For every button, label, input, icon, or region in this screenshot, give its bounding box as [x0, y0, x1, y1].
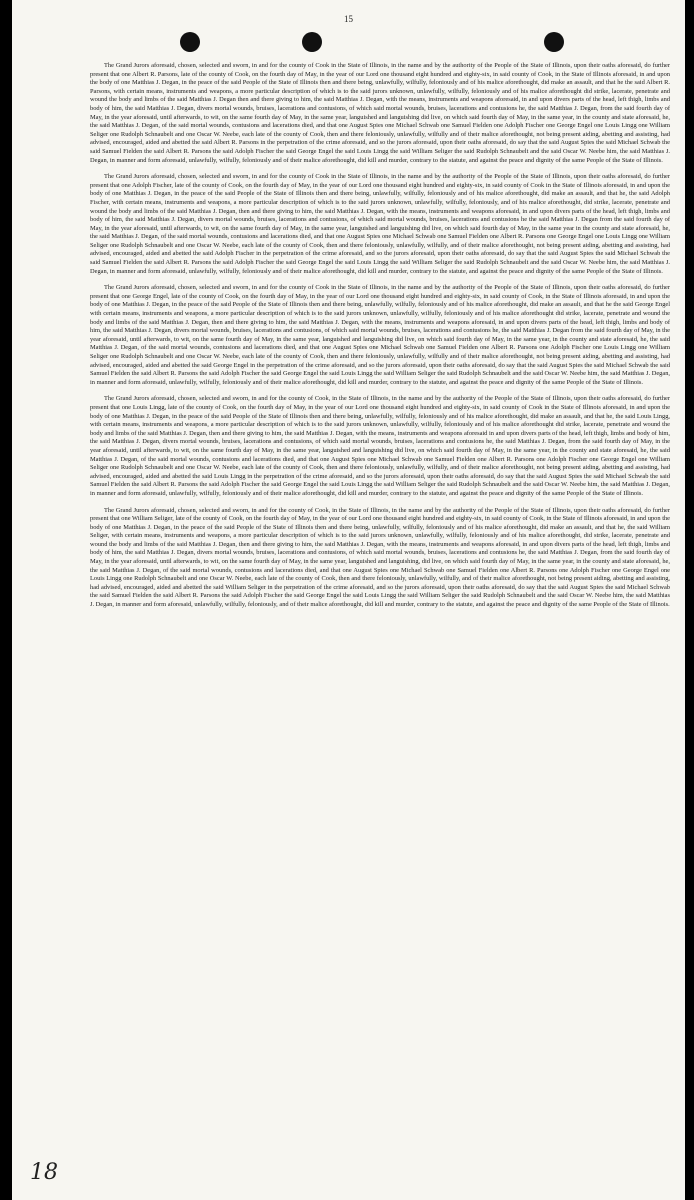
count-paragraph-fischer: The Grand Jurors aforesaid, chosen, selected and sworn, in and for the county of Cook in the State of Illinois, in the name and by the authority of the People of the State of Illinois, upon their oaths aforesaid, do further present that one Adolph Fischer, late of the county of Cook, on the fourth day of May, in the year of our Lord one thousand eight hundred and eighty-six, in said county of Cook in the State of Illinois aforesaid, in and upon the body of one Matthias J. Degan, in the peace of the said People of the State of Illinois then and there being, unlawfully, wilfully, feloniously and of his malice aforethought, did make an assault, and that he, the said Adolph Fischer, with certain means, instruments and weapons, a more particular description of which is to the said jurors unknown, unlawfully, wilfully, feloniously, and of his malice aforethought, did strike, lacerate, penetrate and wound the body and limbs of the said Matthias J. Degan, then and there giving to him, the said Matthias J. Degan, with the means, instruments and weapons aforesaid, in and upon divers parts of the head, left thigh, limbs and body of him, the said Matthias J. Degan, divers mortal wounds, bruises, lacerations and contusions, of which said mortal wounds, bruises, lacerations and contusions he the said Matthias J. Degan from the said fourth day of May, in the year aforesaid, until afterwards, to wit, on the same fourth day of May, in the same year, languished and languishing did live, on which said fourth day of May, in the same year in the county and state aforesaid, he, the said Matthias J. Degan, of the said mortal wounds, contusions and lacerations died, and that one August Spies one Michael Schwab one Samuel Fielden one Albert R. Parsons one George Engel one Louis Lingg one William Seliger one Rudolph Schnaubelt and one Oscar W. Neebe, each late of the county of Cook, then and there feloniously, unlawfully, wilfully, and of their malice aforethought, not being present aiding, abetting and assisting, had advised, encouraged, aided and abetted the said Adolph Fischer in the perpetration of the crime aforesaid, and so the jurors aforesaid, upon their oaths aforesaid, do say that the said August Spies the said Michael Schwab the said Samuel Fielden the said Albert R. Parsons the said Adolph Fischer the said George Engel the said Louis Lingg the said William Seliger the said Rudolph Schnaubelt and the said Oscar W. Neebe him, the said Matthias J. Degan, in manner and form aforesaid, unlawfully, wilfully, feloniously and of their malice aforethought, did kill and murder, contrary to the statute, and against the peace and dignity of the same People of the State of Illinois.: [90, 173, 670, 275]
punch-hole: [544, 32, 564, 52]
handwritten-margin-note: 18: [30, 1160, 58, 1185]
count-paragraph-parsons: The Grand Jurors aforesaid, chosen, selected and sworn, in and for the county of Cook in the State of Illinois, in the name and by the authority of the People of the State of Illinois, upon their oaths aforesaid, do further present that one Albert R. Parsons, late of the county of Cook, on the fourth day of May, in the year of our Lord one thousand eight hundred and eighty-six, in said county of Cook, in the State of Illinois aforesaid, in and upon the body of one Matthias J. Degan, in the peace of the said People of the State of Illinois then and there being, unlawfully, wilfully, feloniously and of his malice aforethought, did make an assault, and that he the said Albert R. Parsons, with certain means, instruments and weapons, a more particular description of which is to the said jurors unknown, unlawfully, wilfully, feloniously and of his malice aforethought did strike, lacerate, penetrate and wound the body and limbs of the said Matthias J. Degan then and there giving to him, the said Matthias J. Degan, with the means, instruments and weapons aforesaid, in and upon divers parts of the head, left thigh, limbs and body of him, the said Matthias J. Degan, divers mortal wounds, bruises, lacerations and contusions, of which said mortal wounds, bruises, lacerations and contusions he, the said Matthias J. Degan, from the said fourth day of May, in the year aforesaid, until afterwards, to wit, on the same fourth day of May, in the same year, languished and languishing did live, on which said fourth day of May, in the same year, in the county and state aforesaid, he, the said Matthias J. Degan, of the said mortal wounds, contusions and lacerations died, and that one August Spies one Michael Schwab one Samuel Fielden one Adolph Fischer one George Engel one Louis Lingg one William Seliger one Rudolph Schnaubelt and one Oscar W. Neebe, each late of the county of Cook, then and there feloniously, unlawfully, wilfully and of their malice aforethought, not being present aiding, abetting and assisting, had advised, encouraged, aided and abetted the said Albert R. Parsons in the perpetration of the crime aforesaid, and so the jurors aforesaid, upon their oaths aforesaid, do say that the said August Spies the said Michael Schwab the said Samuel Fielden the said Albert R. Parsons the said Adolph Fischer the said George Engel the said Louis Lingg the said William Seliger the said Rudolph Schnaubelt and the said Oscar W. Neebe him, the said Matthias J. Degan, in manner and form aforesaid, unlawfully, wilfully, feloniously and of their malice aforethought, did kill and murder, contrary to the statute, and against the peace and dignity of the same People of the State of Illinois.: [90, 62, 670, 164]
punch-hole: [302, 32, 322, 52]
document-page: [12, 0, 685, 1200]
page-number: 15: [344, 14, 353, 24]
count-paragraph-seliger: The Grand Jurors aforesaid, chosen, selected and sworn, in and for the county of Cook, in the State of Illinois, in the name and by the authority of the People of the State of Illinois, upon their oaths aforesaid, do further present that one William Seliger, late of the county of Cook, on the fourth day of May, in the year of our Lord one thousand eight hundred and eighty-six, in said county of Cook, in the State of Illinois aforesaid, in and upon the body of one Matthias J. Degan, in the peace of the said People of the State of Illinois then and there being, unlawfully, wilfully, feloniously and of his malice aforethought, did make an assault, and that he, the said William Seliger, with certain means, instruments and weapons, a more particular description of which is to the said jurors unknown, unlawfully, wilfully, feloniously and of his malice aforethought, did strike, lacerate, penetrate and wound the body and limbs of the said Matthias J. Degan, then and there giving to him, the said Matthias J. Degan, with the means, instruments and weapons aforesaid, in and upon divers parts of the head, left thigh, limbs and body of him, the said Matthias J. Degan, divers mortal wounds, bruises, lacerations and contusions, of which said mortal wounds, bruises, lacerations and contusions he, the said Matthias J. Degan, from the said fourth day of May, in the year aforesaid, until afterwards, to wit, on the same fourth day of May, in the same year, languished and languishing, did live, on which said fourth day of May, in the same year, in the county and state aforesaid, he, the said Matthias J. Degan, of the said mortal wounds, contusions and lacerations died, and that one August Spies one Michael Schwab one Samuel Fielden one Albert R. Parsons one Adolph Fischer one George Engel one Louis Lingg one Rudolph Schnaubelt and one Oscar W. Neebe, each late of the county of Cook, then and there feloniously, unlawfully, wilfully, and of their malice aforethought, not being present aiding, abetting and assisting, had advised, encouraged, aided and abetted the said William Seliger in the perpetration of the crime aforesaid, and so the jurors aforesaid, upon their oaths aforesaid, do say that the said August Spies the said Michael Schwab the said Samuel Fielden the said Albert R. Parsons the said Adolph Fischer the said George Engel the said Louis Lingg the said William Seliger the said Rudolph Schnaubelt and the said Oscar W. Neebe him, the said Matthias J. Degan, in manner and form aforesaid, unlawfully, wilfully, feloniously, and of their malice aforethought, did kill and murder, contrary to the statute, and against the peace and dignity of the same People of the State of Illinois.: [90, 506, 670, 609]
count-paragraph-engel: The Grand Jurors aforesaid, chosen, selected and sworn, in and for the county of Cook in the State of Illinois, in the name and by the authority of the People of the State of Illinois, upon their oaths aforesaid, do further present that one George Engel, late of the county of Cook, on the fourth day of May, in the year of our Lord one thousand eight hundred and eighty-six, in said county of Cook, in the State of Illinois aforesaid, in and upon the body of one Matthias J. Degan, in the peace of the said People of the State of Illinois then and there being, unlawfully, wilfully, feloniously and of his malice aforethought, did make an assault, and that he the said George Engel with certain means, instruments and weapons, a more particular description of which is to the said jurors unknown, unlawfully, wilfully, feloniously and of his malice aforethought did strike, lacerate, penetrate and wound the body and limbs of the said Matthias J. Degan, then and there giving to him, the said Matthias J. Degan, with the means, instruments and weapons aforesaid, in and upon divers parts of the head, left thigh, limbs and body of him, the said Matthias J. Degan, divers mortal wounds, bruises, lacerations and contusions, of which said mortal wounds, bruises, lacerations and contusions he, the said Matthias J. Degan from the said fourth day of May, in the year aforesaid, until afterwards, to wit, on the same fourth day of May, in the same year, languished and languishing did live, on which said fourth day of May, in the same year, in the county and state aforesaid, he, the said Matthias J. Degan, of the said mortal wounds, contusions and lacerations died, and that one August Spies one Michael Schwab one Samuel Fielden one Albert R. Parsons one Adolph Fischer one Louis Lingg one William Seliger one Rudolph Schnaubelt and one Oscar W. Neebe, each late of the county of Cook, then and there feloniously, unlawfully, wilfully and of their malice aforethought, not being present aiding, abetting and assisting, had advised, encouraged, aided and abetted the said George Engel in the perpetration of the crime aforesaid, and so the jurors aforesaid, upon their oaths aforesaid, do say that the said August Spies the said Michael Schwab the said Samuel Fielden the said Albert R. Parsons the said Adolph Fischer the said George Engel the said Louis Lingg the said William Seliger the said Rudolph Schnaubelt and the said Oscar W. Neebe him, the said Matthias J. Degan, in manner and form aforesaid, unlawfully, wilfully, feloniously and of their malice aforethought, did kill and murder, contrary to the statute, and against the peace and dignity of the same People of the State of Illinois.: [90, 284, 670, 386]
indictment-text: [90, 62, 670, 618]
punch-hole: [180, 32, 200, 52]
count-paragraph-lingg: The Grand Jurors aforesaid, chosen, selected and sworn, in and for the county of Cook, in the State of Illinois, in the name and by the authority of the People of the State of Illinois, upon their oaths aforesaid, do further present that one Louis Lingg, late of the county of Cook, on the fourth day of May, in the year of our Lord one thousand eight hundred and eighty-six, in said county of Cook in the State of Illinois aforesaid, in and upon the body of one Matthias J. Degan, in the peace of the said People of the State of Illinois then and there being, unlawfully, wilfully, feloniously and of his malice aforethought, did make an assault, and that he, the said Louis Lingg, with certain means, instruments and weapons, a more particular description of which is to the said jurors unknown, unlawfully, wilfully, feloniously and of his malice aforethought did strike, lacerate, penetrate and wound the body and limbs of the said Matthias J. Degan, then and there giving to him, the said Matthias J. Degan, with the means, instruments and weapons aforesaid in and upon divers parts of the head, left thigh, limbs and body of him, the said Matthias J. Degan, divers mortal wounds, bruises, lacerations and contusions, of which said mortal wounds, bruises, lacerations and contusions he, the said Matthias J. Degan, from the said fourth day of May, in the year aforesaid, until afterwards, to wit, on the same fourth day of May, in the same year, languished and languishing did live, on which said fourth day of May, in the same year, in the county and state aforesaid, he, the said Matthias J. Degan, of the said mortal wounds, contusions and lacerations died, and that one August Spies one Michael Schwab one Samuel Fielden one Albert R. Parsons one Adolph Fischer one George Engel one William Seliger one Rudolph Schnaubelt and one Oscar W. Neebe, each late of the county of Cook, then and there feloniously, unlawfully, wilfully, and of their malice aforethought, not being present aiding, abetting and assisting, had advised, encouraged, aided and abetted the said Louis Lingg in the perpetration of the crime aforesaid, and so the jurors aforesaid, upon their oaths aforesaid, do say that the said August Spies the said Michael Schwab the said Samuel Fielden the said Albert R. Parsons the said Adolph Fischer the said George Engel the said Louis Lingg the said William Seliger the said Rudolph Schnaubelt and the said Oscar W. Neebe him, the said Matthias J. Degan, in manner and form aforesaid, unlawfully, wilfully, feloniously and of their malice aforethought, did kill and murder, contrary to the statute, and against the peace and dignity of the same People of the State of Illinois.: [90, 395, 670, 497]
